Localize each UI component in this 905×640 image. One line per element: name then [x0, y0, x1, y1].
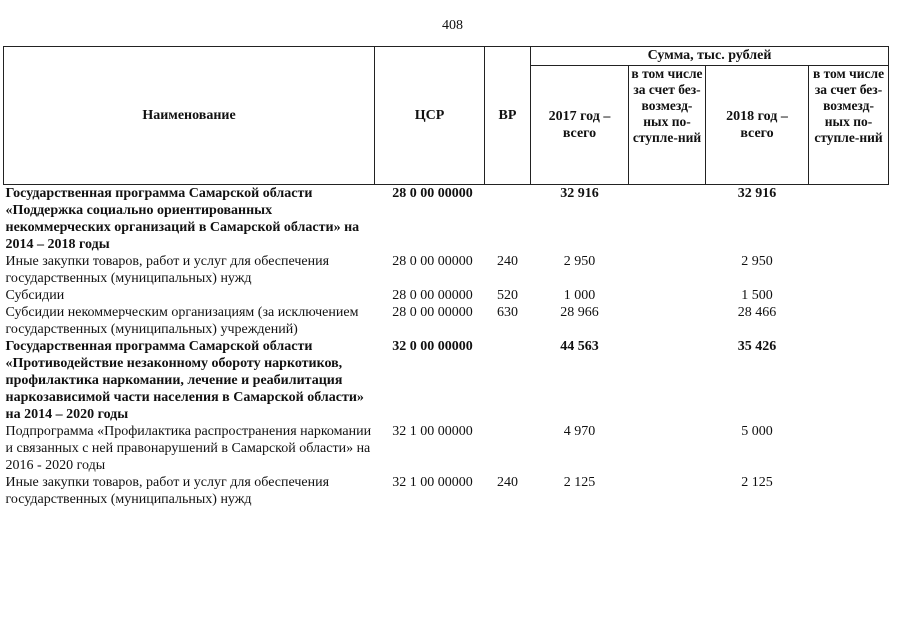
table-row: [4, 287, 889, 304]
row-name: Иные закупки товаров, работ и услуг для обеспечения государственных (муниципальных) нужд: [5, 254, 330, 286]
row-vr: 240: [497, 254, 518, 269]
row-vr: 240: [497, 475, 518, 490]
row-vr: 630: [497, 305, 518, 320]
row-name: Подпрограмма «Профилактика распространения наркомании и связанных с ней правонарушений в Самарской области» на 2016 - 2020 годы: [5, 424, 372, 473]
header-name: Наименование: [4, 47, 375, 185]
row-2017-total: 28 966: [560, 305, 599, 320]
row-name: Иные закупки товаров, работ и услуг для обеспечения государственных (муниципальных) нужд: [5, 475, 330, 507]
row-2018-gratuitous: [809, 253, 889, 287]
row-2017-gratuitous: [629, 253, 706, 287]
table-row: [4, 185, 889, 254]
row-2018-gratuitous: [809, 185, 889, 254]
row-name: Субсидии некоммерческим организациям (за исключением государственных (муниципальных) учреждений): [5, 305, 359, 337]
table-body: [4, 185, 889, 509]
page-number: 408: [442, 18, 463, 33]
row-2018-total: 2 950: [741, 254, 773, 269]
row-2017-gratuitous: [629, 185, 706, 254]
row-2017-total: 44 563: [560, 339, 599, 354]
row-csr: 32 0 00 00000: [392, 339, 473, 354]
table-row: [4, 253, 889, 287]
row-name: Государственная программа Самарской области «Поддержка социально ориентированных некоммерческих организаций в Самарской области» на 2014 – 2018 годы: [5, 186, 360, 252]
row-2017-gratuitous: [629, 338, 706, 423]
row-2018-total: 1 500: [741, 288, 773, 303]
table-row: [4, 304, 889, 338]
budget-table: [3, 46, 889, 508]
row-2018-gratuitous: [809, 338, 889, 423]
row-name: Субсидии: [5, 288, 65, 303]
row-2017-total: 2 950: [563, 254, 596, 269]
header-2018-gratuitous: в том числе за счет без-возмезд-ных по-ступле-ний: [809, 66, 889, 185]
row-2017-total: 1 000: [563, 288, 596, 303]
table-row: [4, 474, 889, 508]
row-2017-total: 2 125: [563, 475, 596, 490]
row-2017-gratuitous: [629, 287, 706, 304]
header-vr: ВР: [485, 47, 531, 185]
row-csr: 28 0 00 00000: [392, 288, 473, 303]
row-vr: [485, 338, 531, 423]
row-csr: 28 0 00 00000: [392, 254, 473, 269]
row-2018-gratuitous: [809, 423, 889, 474]
table-row: [4, 338, 889, 423]
row-2018-total: 5 000: [741, 424, 773, 439]
row-2018-gratuitous: [809, 474, 889, 508]
row-csr: 28 0 00 00000: [392, 186, 473, 201]
header-2017-gratuitous: в том числе за счет без-возмезд-ных по-ступле-ний: [629, 66, 706, 185]
row-csr: 32 1 00 00000: [392, 424, 473, 439]
header-2018-total: 2018 год – всего: [706, 66, 809, 185]
row-2017-gratuitous: [629, 423, 706, 474]
row-2018-total: 28 466: [737, 305, 777, 320]
row-2018-total: 32 916: [737, 186, 777, 201]
row-2018-gratuitous: [809, 304, 889, 338]
row-2018-total: 2 125: [741, 475, 773, 490]
row-2017-total: 32 916: [560, 186, 599, 201]
header-sum: Сумма, тыс. рублей: [531, 47, 889, 66]
header-2017-total: 2017 год – всего: [531, 66, 629, 185]
table-row: [4, 423, 889, 474]
header-csr: ЦСР: [375, 47, 485, 185]
row-2017-gratuitous: [629, 304, 706, 338]
row-2017-total: 4 970: [563, 424, 596, 439]
row-csr: 32 1 00 00000: [392, 475, 473, 490]
row-2018-gratuitous: [809, 287, 889, 304]
row-vr: [485, 185, 531, 254]
row-csr: 28 0 00 00000: [392, 305, 473, 320]
row-vr: [485, 423, 531, 474]
row-2018-total: 35 426: [737, 339, 777, 354]
row-vr: 520: [497, 288, 518, 303]
row-2017-gratuitous: [629, 474, 706, 508]
table-header: [4, 47, 889, 185]
row-name: Государственная программа Самарской области «Противодействие незаконному обороту наркотиков, профилактика наркомании, лечение и реабилитация наркозависимой части населения в Самарской области» на 2014 – 2020 годы: [5, 339, 364, 422]
